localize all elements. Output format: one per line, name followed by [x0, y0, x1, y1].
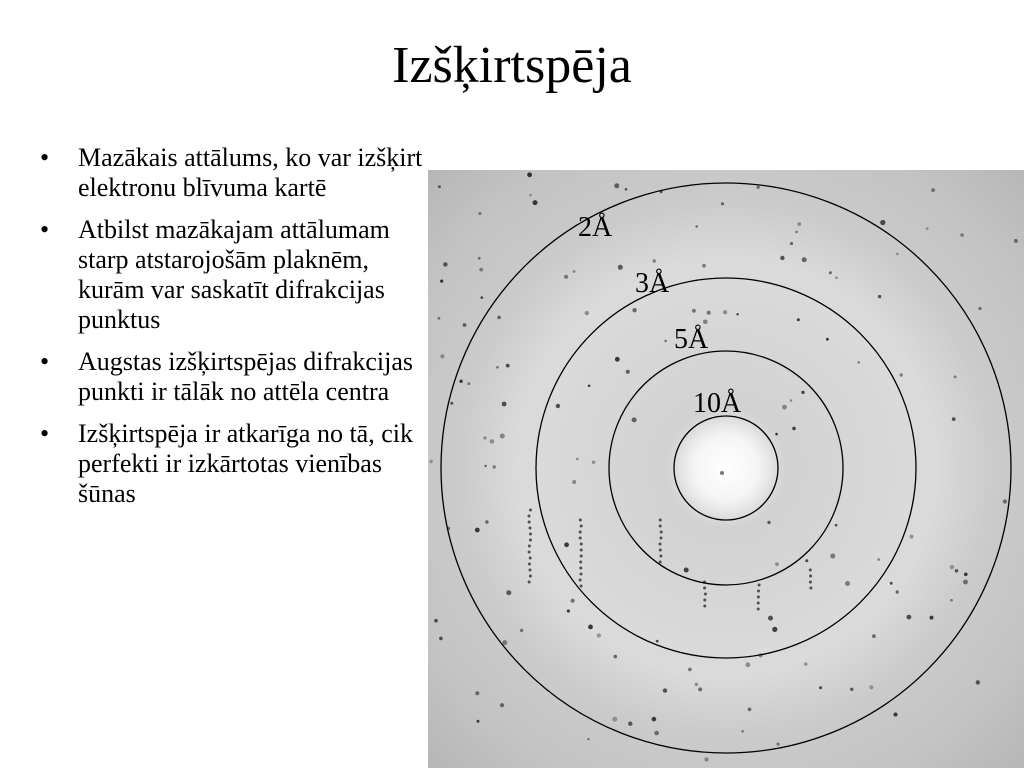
diffraction-spot	[830, 554, 835, 559]
diffraction-spot	[592, 461, 595, 464]
diffraction-spot	[475, 691, 479, 695]
diffraction-spot	[757, 590, 760, 593]
diffraction-spot	[704, 593, 707, 596]
diffraction-spot	[950, 599, 953, 602]
diffraction-spot	[890, 582, 893, 585]
diffraction-spot	[459, 380, 462, 383]
diffraction-spot	[896, 253, 899, 256]
diffraction-spot	[795, 231, 798, 234]
diffraction-spot	[478, 257, 481, 260]
diffraction-spot	[659, 555, 662, 558]
diffraction-spot	[748, 708, 752, 712]
diffraction-spot	[877, 558, 880, 561]
ring-label-3A: 3Å	[635, 268, 670, 299]
diffraction-spot	[930, 616, 934, 620]
diffraction-spot	[790, 242, 793, 245]
diffraction-spot	[704, 757, 708, 761]
diffraction-spot	[782, 405, 787, 410]
bullet-item	[30, 215, 430, 335]
diffraction-spot	[580, 549, 583, 552]
diffraction-spot	[907, 615, 912, 620]
diffraction-spot	[597, 633, 601, 637]
diffraction-spot	[835, 524, 838, 527]
diffraction-spot	[529, 539, 532, 542]
diffraction-spot	[767, 521, 770, 524]
bullet-item	[30, 419, 430, 509]
diffraction-spot	[775, 433, 778, 436]
bullet-text: Mazākais attālums, ko var izšķirt elektronu blīvuma kartē	[78, 143, 423, 202]
diffraction-spot	[585, 311, 589, 315]
diffraction-spot	[580, 573, 583, 576]
diffraction-spot	[757, 186, 760, 189]
bullet-icon: •	[40, 347, 50, 376]
diffraction-spot	[529, 509, 532, 512]
bullet-item	[30, 347, 430, 407]
diffraction-spot	[463, 323, 467, 327]
diffraction-spot	[835, 276, 838, 279]
diffraction-figure	[428, 170, 1024, 768]
diffraction-spot	[626, 370, 630, 374]
diffraction-spot	[438, 185, 441, 188]
diffraction-spot	[564, 542, 569, 547]
diffraction-spot	[797, 222, 801, 226]
diffraction-spot	[579, 567, 582, 570]
diffraction-spot	[527, 172, 532, 177]
diffraction-spot	[653, 259, 656, 262]
diffraction-spot	[758, 584, 761, 587]
diffraction-spot	[528, 551, 531, 554]
diffraction-spot	[567, 609, 570, 612]
diffraction-spot	[702, 264, 706, 268]
diffraction-spot	[506, 364, 510, 368]
diffraction-spot	[950, 565, 954, 569]
diffraction-spot	[780, 256, 784, 260]
diffraction-spot	[829, 271, 832, 274]
diffraction-spot	[579, 579, 582, 582]
diffraction-spot	[804, 662, 808, 666]
diffraction-spot	[434, 619, 438, 623]
diffraction-spot	[809, 569, 812, 572]
diffraction-spot	[475, 528, 480, 533]
diffraction-spot	[480, 296, 483, 299]
diffraction-spot	[809, 575, 812, 578]
diffraction-spot	[502, 640, 507, 645]
diffraction-spot	[976, 680, 980, 684]
diffraction-spot	[579, 519, 582, 522]
diffraction-spot	[580, 555, 583, 558]
diffraction-spot	[792, 427, 796, 431]
diffraction-spot	[477, 720, 480, 723]
diffraction-spot	[1014, 239, 1018, 243]
diffraction-spot	[588, 385, 591, 388]
diffraction-spot	[579, 561, 582, 564]
diffraction-spot	[797, 318, 800, 321]
diffraction-spot	[479, 268, 483, 272]
diffraction-spot	[612, 717, 617, 722]
diffraction-spot	[964, 573, 968, 577]
diffraction-spot	[707, 311, 711, 315]
diffraction-spot	[858, 361, 860, 363]
diffraction-spot	[528, 581, 531, 584]
diffraction-spot	[659, 561, 662, 564]
diffraction-spot	[571, 599, 575, 603]
diffraction-spot	[663, 688, 667, 692]
diffraction-spot	[450, 402, 453, 405]
diffraction-spot	[960, 233, 964, 237]
diffraction-spot	[440, 280, 443, 283]
bullet-icon: •	[40, 419, 50, 448]
diffraction-spot	[467, 382, 470, 385]
diffraction-spot	[492, 465, 496, 469]
diffraction-spot	[757, 596, 760, 599]
bullet-list	[30, 143, 430, 521]
beam-spot	[720, 471, 724, 475]
diffraction-spot	[894, 713, 898, 717]
diffraction-spot	[926, 227, 929, 230]
diffraction-spot	[528, 515, 531, 518]
diffraction-spot	[625, 188, 628, 191]
diffraction-spot	[900, 373, 903, 376]
diffraction-spot	[439, 637, 443, 641]
diffraction-spot	[533, 200, 538, 205]
diffraction-spot	[757, 608, 760, 611]
diffraction-spot	[805, 559, 808, 562]
diffraction-spot	[809, 581, 812, 584]
diffraction-spot	[615, 357, 620, 362]
diffraction-spot	[652, 717, 657, 722]
diffraction-spot	[576, 458, 579, 461]
diffraction-spot	[614, 183, 619, 188]
diffraction-spot	[757, 602, 760, 605]
diffraction-spot	[692, 309, 696, 313]
diffraction-spot	[688, 668, 692, 672]
diffraction-spot	[588, 625, 593, 630]
diffraction-spot	[872, 634, 876, 638]
diffraction-spot	[952, 417, 956, 421]
diffraction-spot	[654, 731, 659, 736]
diffraction-spot	[721, 202, 724, 205]
diffraction-spot	[878, 295, 881, 298]
diffraction-spot	[910, 535, 914, 539]
diffraction-spot	[819, 686, 822, 689]
diffraction-spot	[485, 520, 488, 523]
diffraction-spot	[580, 525, 583, 528]
diffraction-spot	[659, 519, 662, 522]
diffraction-spot	[529, 533, 532, 536]
diffraction-spot	[443, 262, 447, 266]
diffraction-spot	[660, 537, 663, 540]
diffraction-spot	[483, 436, 486, 439]
diffraction-spot	[579, 531, 582, 534]
diffraction-spot	[845, 581, 850, 586]
diffraction-spot	[614, 655, 618, 659]
diffraction-spot	[572, 480, 576, 484]
diffraction-spot	[869, 685, 873, 689]
diffraction-spot	[723, 310, 727, 314]
bullet-text: Augstas izšķirtspējas difrakcijas punkti ir tālāk no attēla centra	[78, 347, 414, 406]
diffraction-spot	[659, 525, 662, 528]
diffraction-spot	[529, 194, 532, 197]
ring-label-2A: 2Å	[578, 212, 613, 243]
diffraction-spot	[580, 543, 583, 546]
diffraction-spot	[429, 460, 433, 464]
diffraction-spot	[963, 580, 968, 585]
diffraction-spot	[955, 569, 958, 572]
diffraction-spot	[520, 629, 523, 632]
diffraction-spot	[746, 662, 751, 667]
diffraction-spot	[684, 568, 689, 573]
diffraction-spot	[931, 188, 935, 192]
diffraction-spot	[736, 313, 738, 315]
diffraction-spot	[896, 590, 899, 593]
diffraction-spot	[490, 439, 495, 444]
diffraction-image	[428, 170, 1024, 768]
diffraction-spot	[632, 308, 636, 312]
diffraction-spot	[659, 549, 662, 552]
diffraction-spot	[556, 404, 560, 408]
diffraction-spot	[809, 587, 812, 590]
diffraction-spot	[478, 212, 481, 215]
bullet-icon: •	[40, 215, 50, 244]
diffraction-spot	[703, 599, 706, 602]
diffraction-spot	[741, 730, 744, 733]
diffraction-spot	[618, 265, 623, 270]
ring-label-10A: 10Å	[693, 388, 742, 419]
diffraction-spot	[528, 563, 531, 566]
diffraction-spot	[775, 562, 779, 566]
diffraction-spot	[438, 317, 441, 320]
diffraction-spot	[500, 434, 505, 439]
diffraction-spot	[1003, 499, 1007, 503]
diffraction-spot	[772, 627, 777, 632]
ring-label-5A: 5Å	[674, 324, 709, 355]
diffraction-spot	[587, 738, 589, 740]
diffraction-spot	[500, 703, 504, 707]
slide-title: Izšķirtspēja	[392, 37, 632, 94]
diffraction-spot	[660, 531, 663, 534]
diffraction-spot	[703, 605, 706, 608]
diffraction-spot	[826, 338, 829, 341]
diffraction-spot	[954, 375, 957, 378]
diffraction-spot	[502, 402, 507, 407]
diffraction-spot	[529, 569, 532, 572]
diffraction-spot	[484, 465, 486, 467]
diffraction-spot	[580, 585, 583, 588]
diffraction-spot	[801, 391, 804, 394]
diffraction-spot	[579, 537, 582, 540]
diffraction-spot	[528, 521, 531, 524]
bullet-text: Izšķirtspēja ir atkarīga no tā, cik perfekti ir izkārtotas vienības šūnas	[78, 419, 413, 508]
diffraction-spot	[528, 545, 531, 548]
diffraction-spot	[573, 270, 576, 273]
diffraction-spot	[628, 722, 632, 726]
diffraction-spot	[768, 616, 773, 621]
diffraction-spot	[777, 743, 780, 746]
bullet-item	[30, 143, 430, 203]
bullet-text: Atbilst mazākajam attālumam starp atstarojošām plaknēm, kurām var saskatīt difrakcijas punktus	[78, 215, 390, 334]
diffraction-spot	[529, 557, 532, 560]
diffraction-spot	[497, 316, 501, 320]
diffraction-spot	[659, 543, 662, 546]
diffraction-spot	[656, 640, 659, 643]
diffraction-spot	[790, 399, 793, 402]
diffraction-spot	[529, 527, 532, 530]
diffraction-spot	[978, 307, 981, 310]
diffraction-spot	[698, 687, 702, 691]
diffraction-spot	[564, 275, 568, 279]
diffraction-spot	[850, 688, 853, 691]
diffraction-spot	[506, 590, 511, 595]
diffraction-spot	[440, 354, 444, 358]
diffraction-spot	[695, 683, 699, 687]
diffraction-spot	[664, 340, 666, 342]
diffraction-spot	[880, 220, 885, 225]
diffraction-spot	[802, 257, 807, 262]
diffraction-spot	[496, 366, 499, 369]
diffraction-spot	[529, 575, 532, 578]
diffraction-spot	[703, 587, 706, 590]
diffraction-spot	[695, 225, 698, 228]
diffraction-spot	[632, 417, 637, 422]
bullet-icon: •	[40, 143, 50, 172]
